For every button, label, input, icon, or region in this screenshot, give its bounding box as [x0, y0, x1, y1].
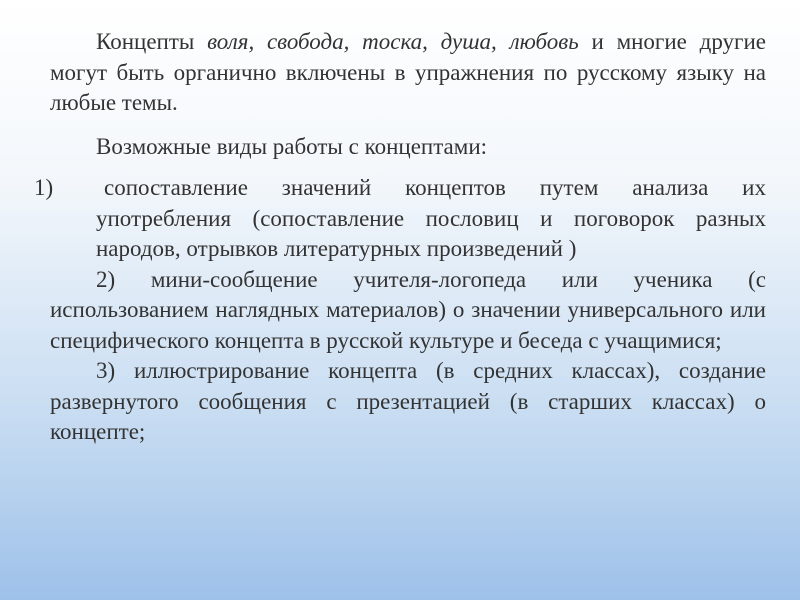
list-item-1-number: 1) — [34, 175, 54, 200]
list-item-1 — [34, 173, 766, 265]
list-item-1-text: сопоставление значений концептов путем анализа их употребления (сопоставление пословиц и поговорок разных народов, отрывков литературных произведений ) — [96, 175, 766, 261]
list-item-2-text: мини-сообщение учителя-логопеда или ученика (с использованием наглядных материалов) о значении универсального или специфического концепта в русской культуре и беседа с учащимися; — [50, 266, 767, 353]
list-item-3-number: 3) — [96, 358, 116, 383]
intro-suffix: и многие другие могут быть органично включены в упражнения по русскому языку на любые темы. — [50, 29, 766, 115]
list-item-2 — [50, 265, 766, 357]
intro-paragraph — [50, 27, 766, 119]
intro-prefix: Концепты — [96, 29, 208, 54]
slide-text-body — [34, 27, 767, 448]
list-item-3-text: иллюстрирование концепта (в средних классах), создание развернутого сообщения с презентацией (в старших классах) о концепте; — [50, 358, 767, 444]
list-item-3 — [50, 356, 766, 448]
work-types-heading: Возможные виды работы с концептами: — [96, 133, 488, 159]
list-item-2-number: 2) — [96, 266, 116, 292]
intro-concepts: воля, свобода, тоска, душа, любовь — [207, 29, 579, 54]
